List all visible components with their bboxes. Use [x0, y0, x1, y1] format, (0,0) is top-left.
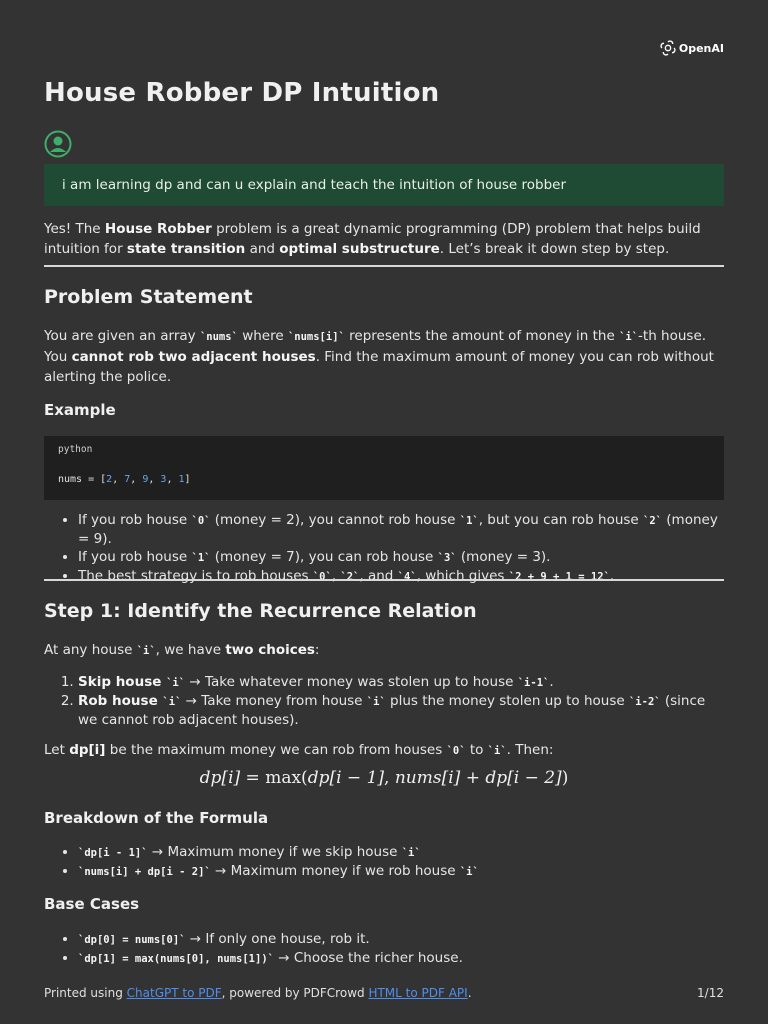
- base-cases-heading: Base Cases: [44, 895, 140, 913]
- base-cases-list: [78, 930, 728, 968]
- user-avatar-icon: [44, 130, 72, 158]
- list-item: • The best strategy is to rob houses `0`, `2`, and `4`, which gives `2 + 9 + 1 = 12`.: [78, 567, 728, 586]
- recurrence-formula: dp[i] = max(dp[i − 1], nums[i] + dp[i − 2]): [199, 768, 569, 788]
- list-item: • If you rob house `0` (money = 2), you cannot rob house `1`, but you can rob house `2` (money = 9).: [78, 511, 728, 548]
- example-list: [78, 511, 728, 586]
- chatgpt-to-pdf-link[interactable]: ChatGPT to PDF: [126, 986, 222, 1000]
- brand-name: OpenAI: [678, 41, 724, 55]
- breakdown-list: [78, 843, 728, 881]
- problem-heading: Problem Statement: [44, 286, 253, 308]
- list-item: • `dp[i - 1]` → Maximum money if we skip house `i`: [78, 843, 728, 862]
- list-item: • If you rob house `1` (money = 7), you can rob house `3` (money = 3).: [78, 548, 728, 567]
- choices-list: [78, 673, 728, 729]
- user-avatar: [44, 130, 72, 162]
- code-language: python: [58, 444, 93, 455]
- code-line: nums = [2, 7, 9, 3, 1]: [58, 474, 191, 485]
- dp-definition: Let dp[i] be the maximum money we can rob from houses `0` to `i`. Then:: [44, 742, 554, 758]
- code-block: [44, 436, 724, 500]
- step1-heading: Step 1: Identify the Recurrence Relation: [44, 600, 477, 622]
- step1-intro: At any house `i`, we have two choices:: [44, 642, 320, 658]
- user-message: i am learning dp and can u explain and teach the intuition of house robber: [44, 164, 724, 206]
- openai-brand: [660, 40, 724, 56]
- html-to-pdf-api-link[interactable]: HTML to PDF API: [368, 986, 468, 1000]
- page-title: House Robber DP Intuition: [44, 78, 440, 108]
- divider: [44, 265, 724, 267]
- openai-logo-icon: [660, 40, 676, 56]
- problem-paragraph: You are given an array `nums` where `nums[i]` represents the amount of money in the `i`-th house. You cannot rob two adjacent houses. Find the maximum amount of money you can rob without alerting the police.: [44, 328, 714, 385]
- list-item: 2. Rob house `i` → Take money from house `i` plus the money stolen up to house `i-2` (since we cannot rob adjacent houses).: [78, 692, 728, 729]
- breakdown-heading: Breakdown of the Formula: [44, 809, 269, 827]
- list-item: • `nums[i] + dp[i - 2]` → Maximum money if we rob house `i`: [78, 862, 728, 881]
- intro-paragraph: Yes! The House Robber problem is a great dynamic programming (DP) problem that helps build intuition for state transition and optimal substructure. Let’s break it down step by step.: [44, 221, 701, 257]
- page-number: 1/12: [697, 986, 724, 1000]
- example-heading: Example: [44, 401, 116, 419]
- print-footer: Printed using ChatGPT to PDF, powered by PDFCrowd HTML to PDF API.: [44, 986, 472, 1000]
- list-item: • `dp[1] = max(nums[0], nums[1])` → Choose the richer house.: [78, 949, 728, 968]
- list-item: • `dp[0] = nums[0]` → If only one house, rob it.: [78, 930, 728, 949]
- divider: [44, 579, 724, 581]
- list-item: 1. Skip house `i` → Take whatever money was stolen up to house `i-1`.: [78, 673, 728, 692]
